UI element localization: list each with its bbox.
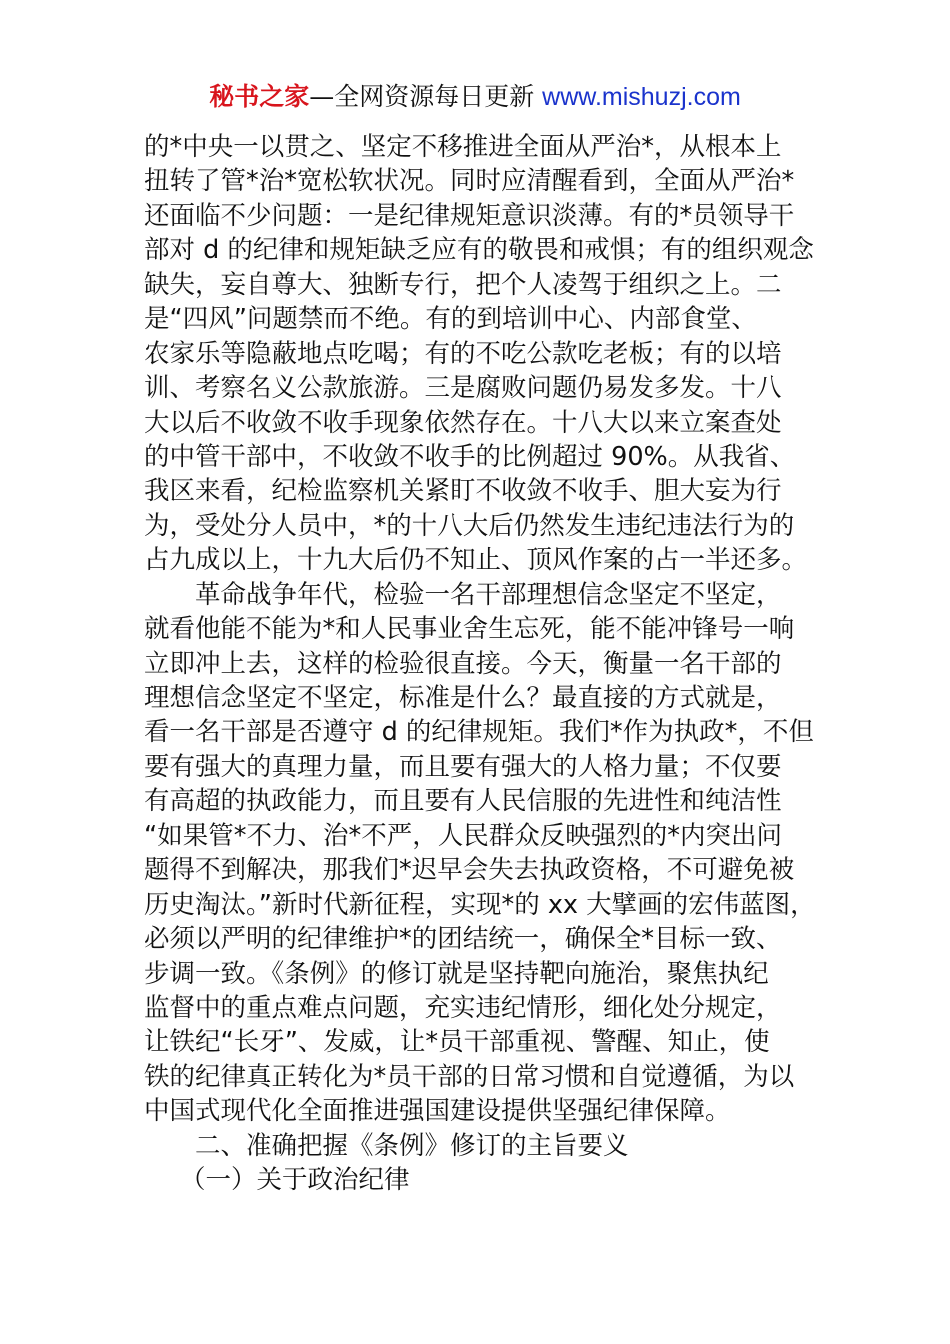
text-line: 必须以严明的纪律维护*的团结统一，确保全*目标一致、 [144, 924, 782, 955]
text-line: 让铁纪“长牙”、发威，让*员干部重视、警醒、知止，使 [144, 1027, 770, 1058]
text-line: 历史淘汰。”新时代新征程，实现*的 xx 大擘画的宏伟蓝图， [144, 889, 816, 920]
text-line: 是“四风”问题禁而不绝。有的到培训中心、内部食堂、 [144, 304, 757, 335]
text-line: 有高超的执政能力，而且要有人民信服的先进性和纯洁性 [144, 786, 782, 817]
text-line: 题得不到解决，那我们*迟早会失去执政资格，不可避免被 [144, 855, 795, 886]
subsection-heading: （一）关于政治纪律 [180, 1165, 410, 1196]
site-brand[interactable]: 秘书之家 [209, 82, 310, 111]
text-line: 缺失，妄自尊大、独断专行，把个人凌驾于组织之上。二 [144, 269, 782, 300]
paragraph-first-line: 革命战争年代，检验一名干部理想信念坚定不坚定， [195, 579, 782, 610]
text-line: 我区来看，纪检监察机关紧盯不收敛不收手、胆大妄为行 [144, 476, 782, 507]
site-url-link[interactable]: www.mishuzj.com [542, 83, 741, 111]
text-line: 就看他能不能为*和人民事业舍生忘死，能不能冲锋号一响 [144, 614, 795, 645]
text-line: “如果管*不力、治*不严，人民群众反映强烈的*内突出问 [144, 820, 782, 851]
text-line: 立即冲上去，这样的检验很直接。今天，衡量一名干部的 [144, 648, 782, 679]
text-line: 扭转了管*治*宽松软状况。同时应清醒看到，全面从严治* [144, 166, 795, 197]
text-line: 监督中的重点难点问题，充实违纪情形，细化处分规定， [144, 992, 782, 1023]
text-line: 为，受处分人员中，*的十八大后仍然发生违纪违法行为的 [144, 510, 795, 541]
site-tagline: —全网资源每日更新 [309, 82, 543, 111]
text-line: 理想信念坚定不坚定，标准是什么？最直接的方式就是， [144, 683, 782, 713]
text-line: 的中管干部中，不收敛不收手的比例超过 90%。从我省、 [144, 441, 796, 472]
text-line: 的*中央一以贯之、坚定不移推进全面从严治*，从根本上 [144, 132, 782, 162]
text-line: 训、考察名义公款旅游。三是腐败问题仍易发多发。十八 [144, 373, 782, 404]
text-line: 看一名干部是否遵守 d 的纪律规矩。我们*作为执政*，不但 [144, 717, 814, 748]
text-line: 占九成以上，十九大后仍不知止、顶风作案的占一半还多。 [144, 545, 808, 576]
site-header [0, 80, 950, 114]
text-line: 要有强大的真理力量，而且要有强大的人格力量；不仅要 [144, 751, 782, 782]
text-line: 铁的纪律真正转化为*员干部的日常习惯和自觉遵循，为以 [144, 1061, 795, 1092]
text-line: 部对 d 的纪律和规矩缺乏应有的敬畏和戒惧；有的组织观念 [144, 235, 814, 266]
text-line: 还面临不少问题：一是纪律规矩意识淡薄。有的*员领导干 [144, 200, 795, 231]
text-line: 中国式现代化全面推进强国建设提供坚强纪律保障。 [144, 1096, 731, 1127]
document-body [144, 130, 824, 1198]
text-line: 大以后不收敛不收手现象依然存在。十八大以来立案查处 [144, 407, 782, 438]
section-heading: 二、准确把握《条例》修订的主旨要义 [195, 1130, 629, 1161]
text-line: 步调一致。《条例》的修订就是坚持靶向施治，聚焦执纪 [144, 958, 769, 989]
text-line: 农家乐等隐蔽地点吃喝；有的不吃公款吃老板；有的以培 [144, 338, 782, 369]
